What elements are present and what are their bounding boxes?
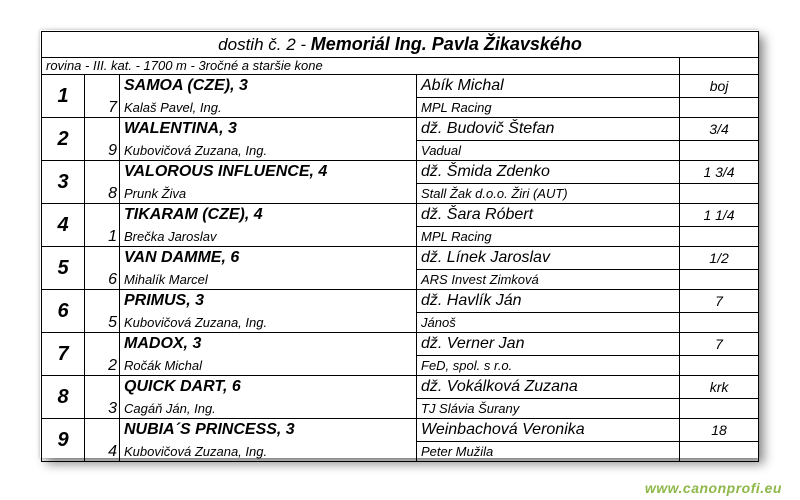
result-row: [42, 247, 759, 270]
finish-position: 6: [42, 290, 85, 333]
jockey-name: Weinbachová Veronika: [417, 419, 680, 442]
jockey-name: dž. Vokálková Zuzana: [417, 376, 680, 399]
result-row: [42, 204, 759, 227]
distance: 1 1/4: [680, 204, 759, 227]
horse-name: VAN DAMME, 6: [120, 247, 417, 270]
result-subrow: [42, 313, 759, 333]
jockey-name: Abík Michal: [417, 75, 680, 98]
horse-name: VALOROUS INFLUENCE, 4: [120, 161, 417, 184]
jockey-name: dž. Havlík Ján: [417, 290, 680, 313]
owner-name: Stall Žak d.o.o. Žiri (AUT): [417, 184, 680, 204]
finish-position: 2: [42, 118, 85, 161]
horse-name: TIKARAM (CZE), 4: [120, 204, 417, 227]
owner-name: TJ Slávia Šurany: [417, 399, 680, 419]
start-number: 2: [85, 333, 120, 376]
horse-name: WALENTINA, 3: [120, 118, 417, 141]
result-row: [42, 290, 759, 313]
jockey-name: dž. Budovič Štefan: [417, 118, 680, 141]
distance-empty-cell: [680, 184, 759, 204]
distance-empty-cell: [680, 442, 759, 462]
distance-empty-cell: [680, 141, 759, 161]
horse-name: MADOX, 3: [120, 333, 417, 356]
finish-position: 3: [42, 161, 85, 204]
trainer-name: Cagáň Ján, Ing.: [120, 399, 417, 419]
result-subrow: [42, 356, 759, 376]
result-row: [42, 118, 759, 141]
distance: 3/4: [680, 118, 759, 141]
result-row: [42, 161, 759, 184]
race-results-table: [41, 31, 759, 462]
start-number: 5: [85, 290, 120, 333]
distance-empty-cell: [680, 356, 759, 376]
result-row: [42, 419, 759, 442]
distance: 7: [680, 290, 759, 313]
owner-name: Peter Mužila: [417, 442, 680, 462]
result-subrow: [42, 227, 759, 247]
start-number: 4: [85, 419, 120, 462]
race-name: Memoriál Ing. Pavla Žikavského: [310, 34, 582, 54]
start-number: 3: [85, 376, 120, 419]
distance-empty-cell: [680, 270, 759, 290]
distance-empty-cell: [680, 227, 759, 247]
result-subrow: [42, 141, 759, 161]
jockey-name: dž. Šara Róbert: [417, 204, 680, 227]
trainer-name: Kubovičová Zuzana, Ing.: [120, 442, 417, 462]
distance: 1/2: [680, 247, 759, 270]
distance: krk: [680, 376, 759, 399]
result-subrow: [42, 442, 759, 462]
result-row: [42, 376, 759, 399]
start-number: 8: [85, 161, 120, 204]
trainer-name: Kubovičová Zuzana, Ing.: [120, 141, 417, 161]
result-subrow: [42, 98, 759, 118]
result-row: [42, 75, 759, 98]
conditions-row: [42, 58, 759, 75]
finish-position: 4: [42, 204, 85, 247]
title-row: [42, 32, 759, 58]
trainer-name: Mihalík Marcel: [120, 270, 417, 290]
result-subrow: [42, 399, 759, 419]
owner-name: ARS Invest Zimková: [417, 270, 680, 290]
distance-empty-cell: [680, 98, 759, 118]
conditions-empty-cell: [680, 58, 759, 75]
trainer-name: Kubovičová Zuzana, Ing.: [120, 313, 417, 333]
owner-name: MPL Racing: [417, 227, 680, 247]
horse-name: PRIMUS, 3: [120, 290, 417, 313]
distance-empty-cell: [680, 399, 759, 419]
owner-name: Jánoš: [417, 313, 680, 333]
horse-name: NUBIA´S PRINCESS, 3: [120, 419, 417, 442]
finish-position: 5: [42, 247, 85, 290]
start-number: 9: [85, 118, 120, 161]
owner-name: Vadual: [417, 141, 680, 161]
race-title: [42, 32, 759, 58]
race-conditions: rovina - III. kat. - 1700 m - 3ročné a staršie kone: [42, 58, 680, 75]
trainer-name: Ročák Michal: [120, 356, 417, 376]
trainer-name: Kalaš Pavel, Ing.: [120, 98, 417, 118]
horse-name: QUICK DART, 6: [120, 376, 417, 399]
finish-position: 9: [42, 419, 85, 462]
distance-empty-cell: [680, 313, 759, 333]
result-subrow: [42, 184, 759, 204]
result-row: [42, 333, 759, 356]
owner-name: FeD, spol. s r.o.: [417, 356, 680, 376]
distance: 18: [680, 419, 759, 442]
start-number: 7: [85, 75, 120, 118]
jockey-name: dž. Verner Jan: [417, 333, 680, 356]
finish-position: 8: [42, 376, 85, 419]
distance: boj: [680, 75, 759, 98]
jockey-name: dž. Línek Jaroslav: [417, 247, 680, 270]
watermark: www.canonprofi.eu: [644, 480, 782, 496]
jockey-name: dž. Šmida Zdenko: [417, 161, 680, 184]
owner-name: MPL Racing: [417, 98, 680, 118]
finish-position: 7: [42, 333, 85, 376]
trainer-name: Brečka Jaroslav: [120, 227, 417, 247]
distance: 7: [680, 333, 759, 356]
trainer-name: Prunk Živa: [120, 184, 417, 204]
finish-position: 1: [42, 75, 85, 118]
horse-name: SAMOA (CZE), 3: [120, 75, 417, 98]
result-subrow: [42, 270, 759, 290]
race-prefix: dostih č. 2 -: [218, 35, 307, 54]
start-number: 1: [85, 204, 120, 247]
start-number: 6: [85, 247, 120, 290]
distance: 1 3/4: [680, 161, 759, 184]
